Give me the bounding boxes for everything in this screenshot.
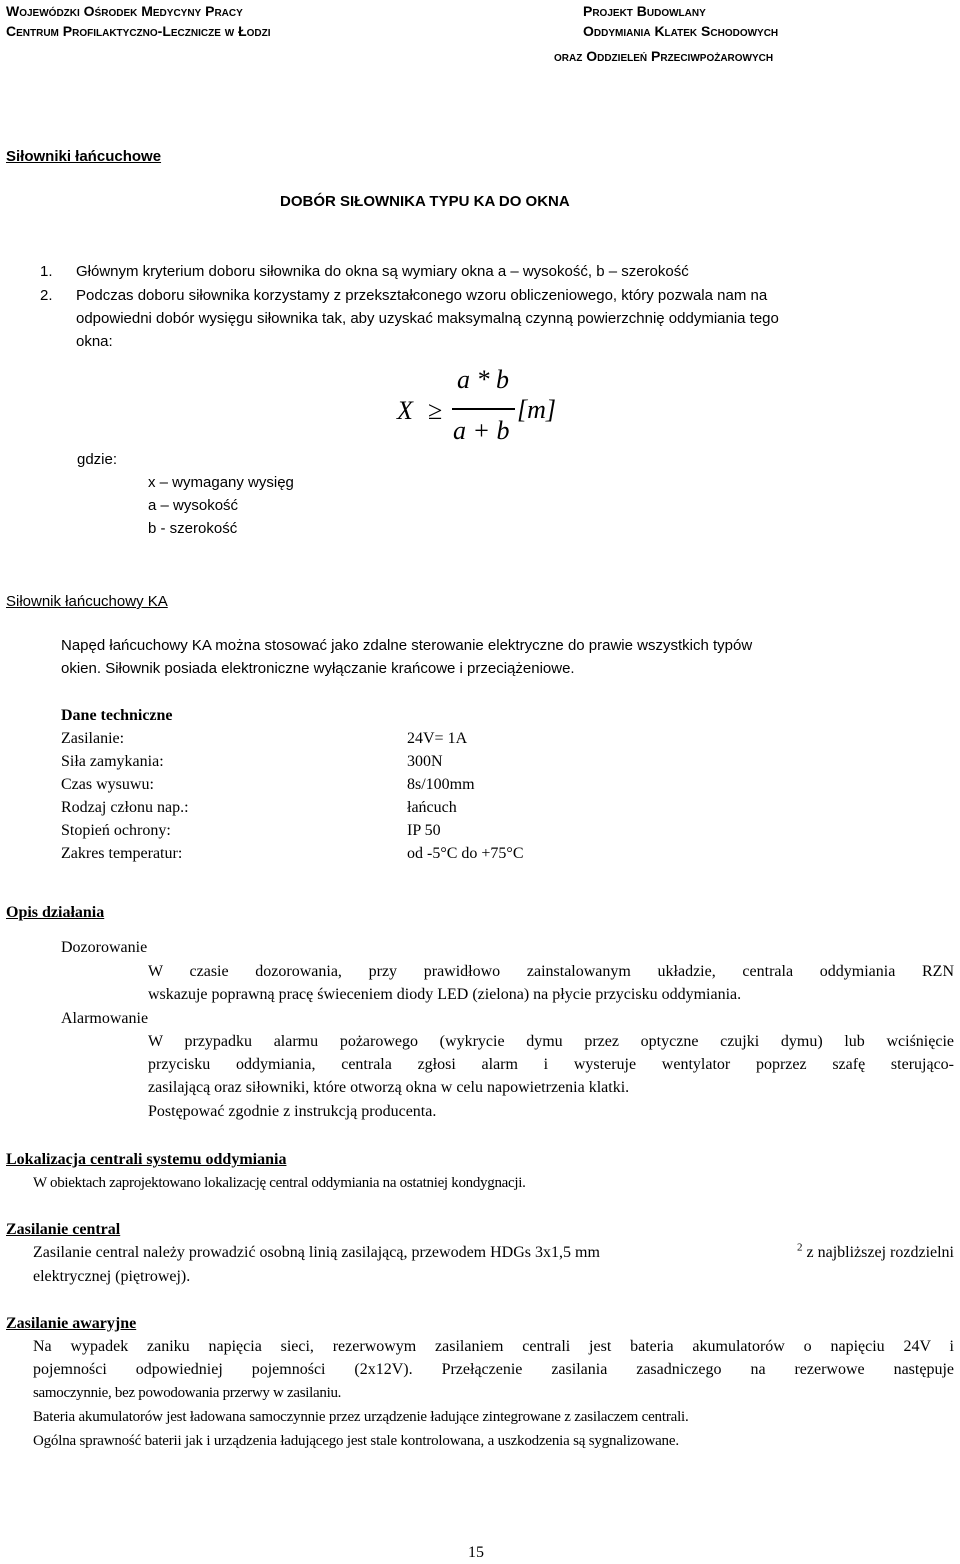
list-item-1-text: Głównym kryterium doboru siłownika do okna są wymiary okna a – wysokość, b – szerokość (76, 263, 689, 280)
central-location-text: W obiektach zaprojektowano lokalizację central oddymiania na ostatniej kondygnacji. (33, 1175, 526, 1191)
definition-x: x – wymagany wysięg (148, 474, 294, 491)
tech-label-extension-time: Czas wysuwu: (61, 776, 154, 793)
monitoring-line1: W czasie dozorowania, przy prawidłowo zainstalowanym układzie, centrala oddymiania RZN (148, 963, 954, 980)
list-item-2-line3: okna: (76, 333, 113, 350)
tech-label-temperature: Zakres temperatur: (61, 845, 183, 862)
tech-value-power: 24V= 1A (407, 730, 468, 747)
emergency-power-line1: Na wypadek zaniku napięcia sieci, rezerwowym zasilaniem centrali jest bateria akumulatorów o napięciu 24V i (33, 1338, 954, 1355)
central-power-superscript: 2 (797, 1241, 803, 1254)
central-power-line1 (33, 1242, 954, 1264)
monitoring-heading: Dozorowanie (61, 939, 148, 956)
definition-a: a – wysokość (148, 497, 239, 514)
tech-label-drive-type: Rodzaj członu nap.: (61, 799, 189, 816)
list-item-2-line1: Podczas doboru siłownika korzystamy z przekształconego wzoru obliczeniowego, który pozwala nam na (76, 287, 768, 304)
emergency-power-line5: Ogólna sprawność baterii jak i urządzenia ładującego jest stale kontrolowana, a uszkodzenia są sygnalizowane. (33, 1433, 679, 1449)
emergency-power-line4: Bateria akumulatorów jest ładowana samoczynnie przez urządzenie ładujące zintegrowane z zasilaczem centrali. (33, 1409, 689, 1425)
tech-value-extension-time: 8s/100mm (407, 776, 475, 793)
alarm-line4: Postępować zgodnie z instrukcją producenta. (148, 1103, 437, 1120)
alarm-line2: przycisku oddymiania, centrala zgłosi alarm i wysteruje wentylator poprzez szafę sterująco- (148, 1056, 954, 1073)
alarm-line1: W przypadku alarmu pożarowego (wykrycie dymu przez optyczne czujki dymu) lub wciśnięcie (148, 1033, 954, 1050)
formula-lhs: X (397, 396, 413, 425)
header-institution-line2: Centrum Profilaktyczno-Lecznicze w Łodzi (6, 23, 271, 39)
tech-data-title: Dane techniczne (61, 707, 173, 724)
section-title-emergency-power: Zasilanie awaryjne (6, 1315, 137, 1332)
monitoring-line2: wskazuje poprawną pracę świeceniem diody LED (zielona) na płycie przycisku oddymiania. (148, 986, 742, 1003)
tech-label-closing-force: Siła zamykania: (61, 753, 164, 770)
list-item-number-2: 2. (40, 287, 53, 304)
header-project-line3: oraz Oddzieleń Przeciwpożarowych (554, 48, 774, 64)
emergency-power-line2: pojemności odpowiedniej pojemności (2x12V). Przełączenie zasilania zasadniczego na rezerwowe następuje (33, 1361, 954, 1378)
definition-b: b - szerokość (148, 520, 238, 537)
alarm-line3: zasilającą oraz siłowniki, które otworzą okna w celu napowietrzenia klatki. (148, 1079, 630, 1096)
section-title-chain-actuator-ka: Siłownik łańcuchowy KA (6, 593, 168, 610)
section-title-operation: Opis działania (6, 904, 105, 921)
list-item-number-1: 1. (40, 263, 53, 280)
central-power-line1-end: z najbliższej rozdzielni (802, 1244, 954, 1261)
tech-value-drive-type: łańcuch (407, 799, 457, 816)
header-project-line1: Projekt Budowlany (583, 3, 706, 19)
formula-numerator: a * b (457, 365, 509, 394)
tech-value-closing-force: 300N (407, 753, 443, 770)
central-power-line1-start: Zasilanie central należy prowadzić osobną linią zasilającą, przewodem HDGs 3x1,5 mm (33, 1244, 600, 1261)
section-subtitle-actuator-selection: DOBÓR SIŁOWNIKA TYPU KA DO OKNA (280, 193, 570, 210)
list-item-2-line2: odpowiedni dobór wysięgu siłownika tak, aby uzyskać maksymalną czynną powierzchnię oddymiania tego (76, 310, 779, 327)
ka-description-line2: okien. Siłownik posiada elektroniczne wyłączanie krańcowe i przeciążeniowe. (61, 660, 575, 677)
formula-unit: [m] (517, 395, 557, 424)
central-power-line1-tail (797, 1242, 954, 1264)
tech-value-protection: IP 50 (407, 822, 441, 839)
tech-label-protection: Stopień ochrony: (61, 822, 171, 839)
alarm-heading: Alarmowanie (61, 1010, 149, 1027)
definitions-label: gdzie: (77, 451, 118, 468)
tech-label-power: Zasilanie: (61, 730, 125, 747)
ka-description-line1: Napęd łańcuchowy KA można stosować jako zdalne sterowanie elektryczne do prawie wszystkich typów (61, 637, 753, 654)
section-title-central-location: Lokalizacja centrali systemu oddymiania (6, 1151, 287, 1168)
header-project-line2: Oddymiania Klatek Schodowych (583, 23, 779, 39)
formula-relation: ≥ (428, 396, 443, 425)
section-title-chain-actuators: Siłowniki łańcuchowe (6, 148, 162, 165)
central-power-line2: elektrycznej (piętrowej). (33, 1268, 191, 1285)
tech-value-temperature: od -5°C do +75°C (407, 845, 524, 862)
header-institution-line1: Wojewódzki Ośrodek Medycyny Pracy (6, 3, 243, 19)
section-title-central-power: Zasilanie central (6, 1221, 121, 1238)
formula-denominator: a + b (453, 416, 510, 445)
emergency-power-line3: samoczynnie, bez powodowania przerwy w zasilaniu. (33, 1385, 342, 1401)
formula-fraction-bar (452, 408, 515, 410)
page-number: 15 (468, 1544, 484, 1561)
